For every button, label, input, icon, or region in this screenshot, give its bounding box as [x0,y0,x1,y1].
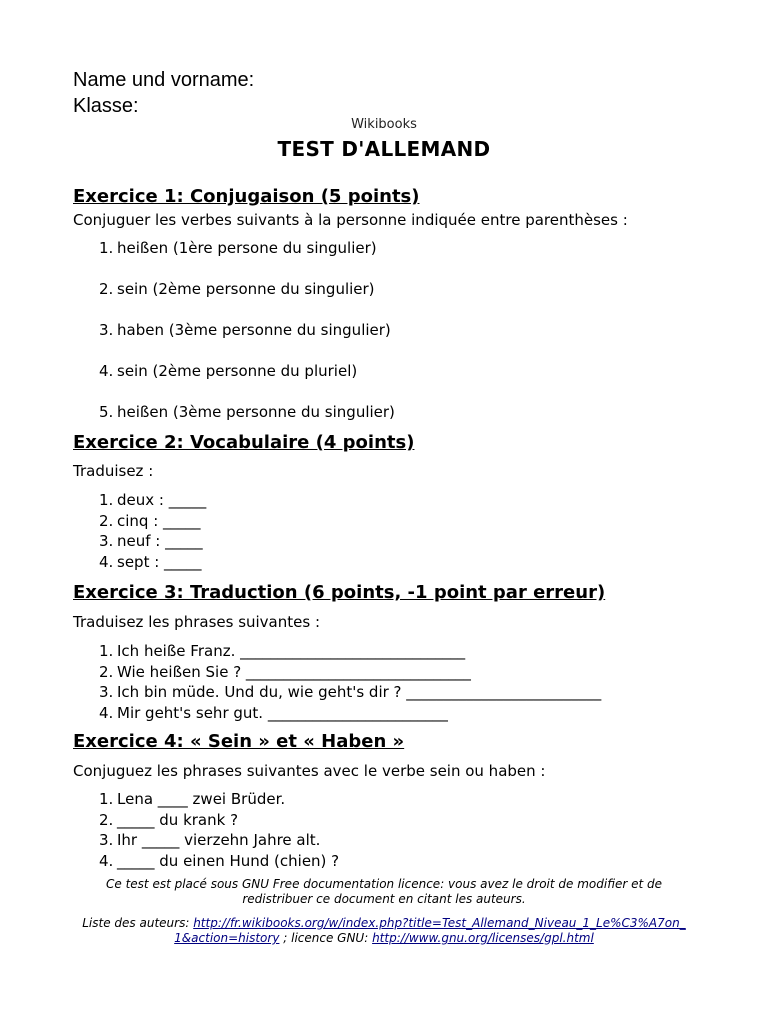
license-prefix: ; licence GNU: [279,931,373,945]
list-item [73,361,395,402]
item-number: 3. [99,683,114,701]
list-item [73,830,339,851]
exercise-4-list [73,789,339,871]
item-number: 2. [99,511,114,530]
list-item [73,703,601,724]
item-number: 2. [99,662,114,681]
item-number: 3. [99,532,114,550]
list-item [73,531,206,552]
item-text: Wie heißen Sie ? ______________________________ [117,662,471,681]
exercise-3-title: Exercice 3: Traduction (6 points, -1 point par erreur) [73,582,606,603]
item-number: 4. [99,362,114,380]
list-item [73,682,601,703]
item-number: 4. [99,851,114,870]
list-item [73,641,601,662]
item-text: neuf : _____ [117,532,203,550]
list-item [73,279,395,320]
item-text: Ich heiße Franz. ______________________________ [117,642,466,660]
item-number: 3. [99,831,114,849]
exercise-4-title: Exercice 4: « Sein » et « Haben » [73,731,405,752]
exercise-2-title: Exercice 2: Vocabulaire (4 points) [73,432,415,453]
list-item [73,789,339,810]
list-item [73,511,206,532]
item-text: Ich bin müde. Und du, wie geht's dir ? __________________________ [117,683,602,701]
item-number: 1. [99,790,114,808]
authors-history-link[interactable]: http://fr.wikibooks.org/w/index.php?title=Test_Allemand_Niveau_1_Le%C3%A7on_1&action=history [174,916,686,945]
exercise-1-instruction: Conjuguer les verbes suivants à la personne indiquée entre parenthèses : [73,211,628,229]
list-item [73,490,206,511]
item-text: sein (2ème personne du singulier) [117,280,375,298]
license-notice: Ce test est placé sous GNU Free documentation licence: vous avez le droit de modifier et de redistribuer ce document en citant les auteurs. [106,877,662,906]
list-item [73,810,339,831]
class-field-label: Klasse: [73,95,139,117]
item-text: deux : _____ [117,491,207,509]
list-item [73,320,395,361]
exercise-1-list [73,238,395,443]
item-number: 1. [99,491,114,509]
exercise-3-instruction: Traduisez les phrases suivantes : [73,613,321,631]
item-text: sein (2ème personne du pluriel) [117,362,358,380]
item-text: heißen (3ème personne du singulier) [117,403,395,421]
exercise-3-list [73,641,601,723]
item-text: heißen (1ère persone du singulier) [117,239,377,257]
item-number: 4. [99,552,114,571]
item-text: haben (3ème personne du singulier) [117,321,391,339]
item-text: _____ du krank ? [117,810,239,829]
exercise-1-title: Exercice 1: Conjugaison (5 points) [73,186,420,207]
authors-prefix: Liste des auteurs: [82,916,194,930]
source-label: Wikibooks [351,117,417,132]
list-item [73,552,206,573]
item-number: 4. [99,703,114,722]
authors-notice [80,916,688,946]
item-number: 2. [99,280,114,298]
item-text: cinq : _____ [117,511,201,530]
item-text: sept : _____ [117,552,202,571]
item-text: Lena ____ zwei Brüder. [117,790,286,808]
page-title: TEST D'ALLEMAND [277,137,491,161]
list-item [73,851,339,872]
list-item [73,238,395,279]
gnu-license-link[interactable]: http://www.gnu.org/licenses/gpl.html [372,931,594,945]
item-number: 1. [99,239,114,257]
name-field-label: Name und vorname: [73,69,255,91]
list-item [73,662,601,683]
exercise-4-instruction: Conjuguez les phrases suivantes avec le verbe sein ou haben : [73,762,546,780]
exercise-2-instruction: Traduisez : [73,462,154,480]
exercise-2-list [73,490,206,572]
item-number: 1. [99,642,114,660]
item-number: 5. [99,403,114,421]
item-text: Mir geht's sehr gut. ________________________ [117,703,448,722]
item-text: Ihr _____ vierzehn Jahre alt. [117,831,321,849]
item-number: 3. [99,321,114,339]
item-number: 2. [99,810,114,829]
item-text: _____ du einen Hund (chien) ? [117,851,340,870]
